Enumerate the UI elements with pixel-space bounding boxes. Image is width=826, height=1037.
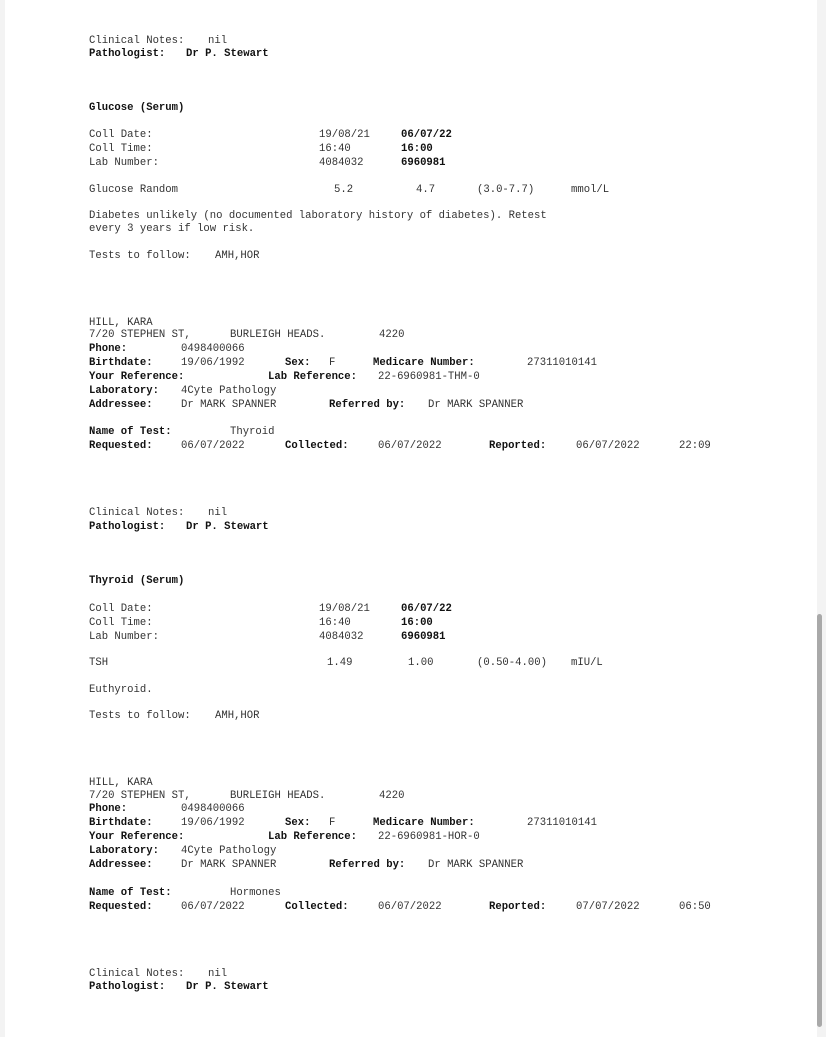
lab-reference-value: 22-6960981-THM-0 [378,371,480,383]
medicare-label: Medicare Number: [373,357,475,369]
prev-coll-date: 19/08/21 [319,129,370,141]
medicare-value: 27311010141 [527,357,597,369]
pathologist-label: Pathologist: [89,48,166,60]
sex-value: F [329,357,336,369]
test-name-label: Name of Test: [89,887,172,899]
address-suburb: BURLEIGH HEADS. [230,790,326,802]
patient-name: HILL, KARA [89,317,153,329]
birthdate-label: Birthdate: [89,357,153,369]
test-name-value: Thyroid [230,426,275,438]
lab-number-label: Lab Number: [89,631,159,643]
prev-coll-time: 16:40 [319,617,351,629]
result-unit: mmol/L [571,184,610,196]
referred-by-label: Referred by: [329,859,406,871]
result-unit: mIU/L [571,657,603,669]
comment-line-2: every 3 years if low risk. [89,223,255,235]
lab-reference-label: Lab Reference: [268,831,358,843]
phone-label: Phone: [89,343,128,355]
test-name-value: Hormones [230,887,281,899]
birthdate-label: Birthdate: [89,817,153,829]
result-test-name: Glucose Random [89,184,179,196]
your-reference-label: Your Reference: [89,831,185,843]
clinical-notes-label: Clinical Notes: [89,35,185,47]
referred-by-label: Referred by: [329,399,406,411]
requested-value: 06/07/2022 [181,440,245,452]
patient-name: HILL, KARA [89,777,153,789]
phone-label: Phone: [89,803,128,815]
prev-lab-number: 4084032 [319,631,364,643]
tests-to-follow-label: Tests to follow: [89,250,191,262]
address-street: 7/20 STEPHEN ST, [89,329,191,341]
pathologist-value: Dr P. Stewart [186,981,269,993]
lab-reference-value: 22-6960981-HOR-0 [378,831,480,843]
collected-value: 06/07/2022 [378,440,442,452]
referred-by-value: Dr MARK SPANNER [428,859,524,871]
coll-date-label: Coll Date: [89,603,153,615]
pathologist-value: Dr P. Stewart [186,48,269,60]
tests-to-follow-value: AMH,HOR [215,710,260,722]
laboratory-label: Laboratory: [89,385,159,397]
addressee-label: Addressee: [89,399,153,411]
phone-value: 0498400066 [181,343,245,355]
result-curr-value: 4.7 [416,184,436,196]
result-reference-range: (0.50-4.00) [477,657,547,669]
address-postcode: 4220 [379,790,405,802]
curr-coll-date: 06/07/22 [401,129,452,141]
tests-to-follow-value: AMH,HOR [215,250,260,262]
clinical-notes-value: nil [208,507,228,519]
curr-coll-time: 16:00 [401,617,433,629]
prev-coll-time: 16:40 [319,143,351,155]
coll-date-label: Coll Date: [89,129,153,141]
collected-label: Collected: [285,440,349,452]
address-suburb: BURLEIGH HEADS. [230,329,326,341]
reported-label: Reported: [489,440,547,452]
laboratory-value: 4Cyte Pathology [181,845,277,857]
section-title: Glucose (Serum) [89,102,185,114]
coll-time-label: Coll Time: [89,143,153,155]
addressee-value: Dr MARK SPANNER [181,859,277,871]
address-street: 7/20 STEPHEN ST, [89,790,191,802]
addressee-value: Dr MARK SPANNER [181,399,277,411]
reported-date: 07/07/2022 [576,901,640,913]
birthdate-value: 19/06/1992 [181,817,245,829]
reported-label: Reported: [489,901,547,913]
requested-label: Requested: [89,901,153,913]
curr-coll-time: 16:00 [401,143,433,155]
collected-value: 06/07/2022 [378,901,442,913]
sex-label: Sex: [285,357,311,369]
phone-value: 0498400066 [181,803,245,815]
clinical-notes-value: nil [208,968,228,980]
lab-reference-label: Lab Reference: [268,371,358,383]
result-prev-value: 5.2 [334,184,354,196]
comment-line-1: Diabetes unlikely (no documented laboratory history of diabetes). Retest [89,210,547,222]
referred-by-value: Dr MARK SPANNER [428,399,524,411]
pathologist-label: Pathologist: [89,521,166,533]
vertical-scrollbar[interactable] [817,614,822,1027]
prev-lab-number: 4084032 [319,157,364,169]
medicare-label: Medicare Number: [373,817,475,829]
birthdate-value: 19/06/1992 [181,357,245,369]
test-name-label: Name of Test: [89,426,172,438]
laboratory-label: Laboratory: [89,845,159,857]
reported-time: 22:09 [679,440,711,452]
clinical-notes-label: Clinical Notes: [89,968,185,980]
addressee-label: Addressee: [89,859,153,871]
result-curr-value: 1.00 [408,657,434,669]
collected-label: Collected: [285,901,349,913]
curr-lab-number: 6960981 [401,157,446,169]
medicare-value: 27311010141 [527,817,597,829]
sex-value: F [329,817,336,829]
result-test-name: TSH [89,657,109,669]
laboratory-value: 4Cyte Pathology [181,385,277,397]
requested-value: 06/07/2022 [181,901,245,913]
coll-time-label: Coll Time: [89,617,153,629]
reported-date: 06/07/2022 [576,440,640,452]
pathologist-value: Dr P. Stewart [186,521,269,533]
sex-label: Sex: [285,817,311,829]
comment-line-1: Euthyroid. [89,684,153,696]
pathologist-label: Pathologist: [89,981,166,993]
curr-lab-number: 6960981 [401,631,446,643]
prev-coll-date: 19/08/21 [319,603,370,615]
requested-label: Requested: [89,440,153,452]
lab-number-label: Lab Number: [89,157,159,169]
result-reference-range: (3.0-7.7) [477,184,535,196]
curr-coll-date: 06/07/22 [401,603,452,615]
your-reference-label: Your Reference: [89,371,185,383]
tests-to-follow-label: Tests to follow: [89,710,191,722]
result-prev-value: 1.49 [327,657,353,669]
clinical-notes-value: nil [208,35,228,47]
clinical-notes-label: Clinical Notes: [89,507,185,519]
reported-time: 06:50 [679,901,711,913]
section-title: Thyroid (Serum) [89,575,185,587]
address-postcode: 4220 [379,329,405,341]
